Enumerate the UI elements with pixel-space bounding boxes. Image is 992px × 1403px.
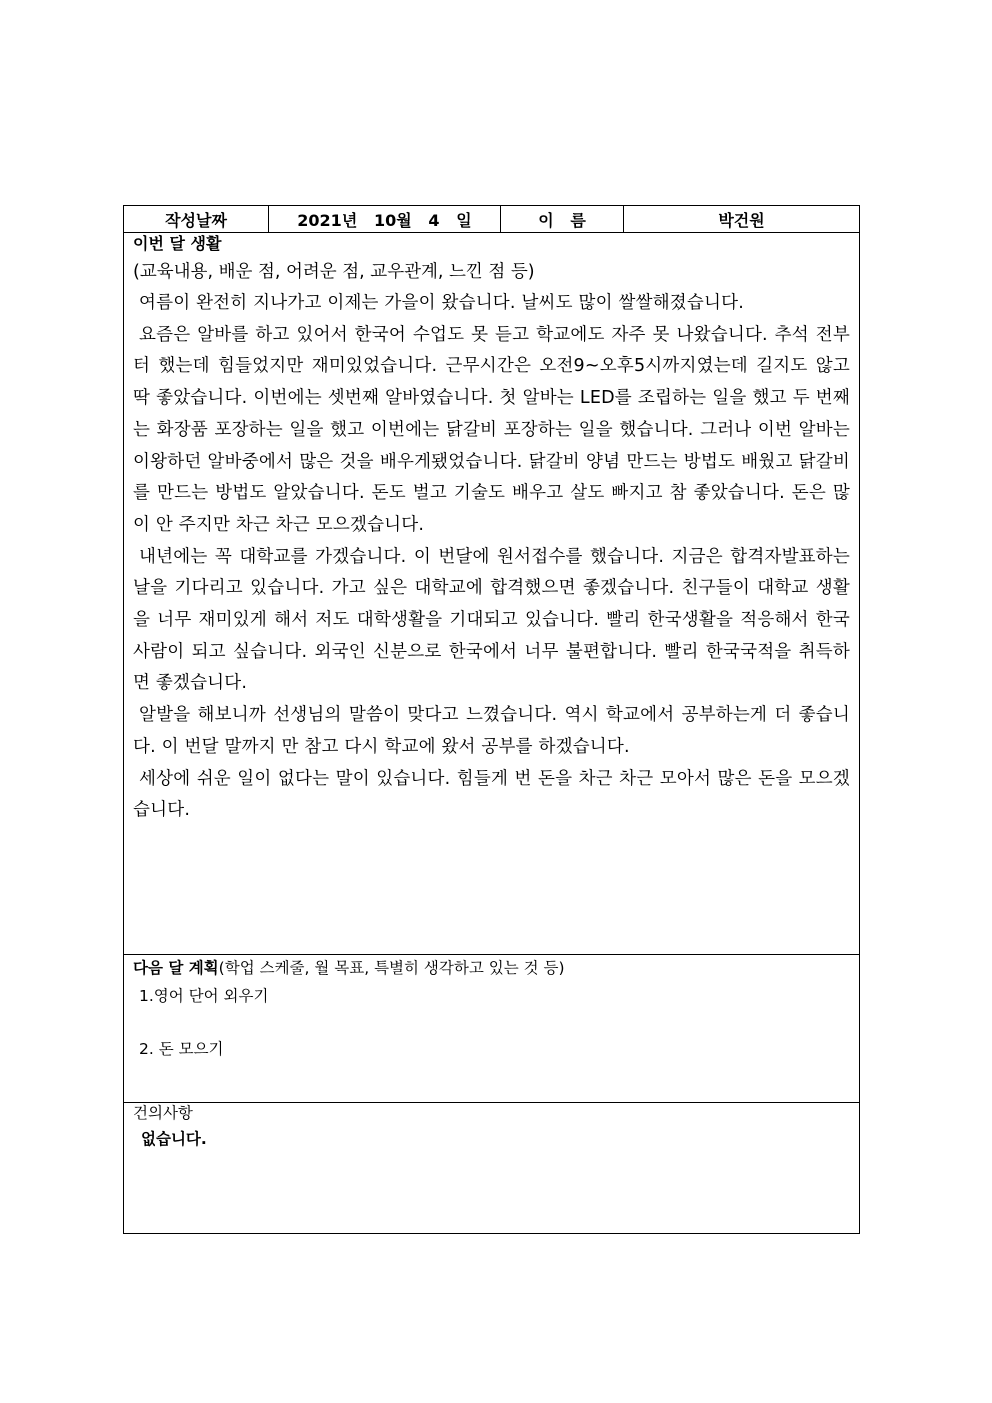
- name-label: 이 름: [501, 206, 624, 232]
- this-month-section: [124, 233, 859, 955]
- paragraph: 알발을 해보니까 선생님의 말씀이 맞다고 느꼈습니다. 역시 학교에서 공부하는게 더 좋습니다. 이 번달 말까지 만 참고 다시 학교에 왔서 공부를 하겠습니다.: [133, 705, 850, 757]
- header-row: [124, 206, 859, 233]
- suggestions-section: [124, 1103, 859, 1150]
- suggestions-value: 없습니다.: [141, 1130, 207, 1148]
- suggestions-label: 건의사항: [133, 1104, 193, 1122]
- plan-item: 2. 돈 모으기: [139, 1040, 224, 1058]
- plan-item: 1.영어 단어 외우기: [139, 987, 269, 1005]
- paragraph: 요즘은 알바를 하고 있어서 한국어 수업도 못 듣고 학교에도 자주 못 나왔습니다. 추석 전부터 했는데 힘들었지만 재미있었습니다. 근무시간은 오전9~오후5시까지였는데 길지도 않고 딱 좋았습니다. 이번에는 셋번째 알바였습니다. 첫 알바는 LED를 조립하는 일을 했고 두 번째는 화장품 포장하는 일을 했고 이번에는 닭갈비 포장하는 일을 했습니다. 그러나 이번 알바는 이왕하던 알바중에서 많은 것을 배우게됐었습니다. 닭갈비 양념 만드는 방법도 배웠고 닭갈비를 만드는 방법도 알았습니다. 돈도 벌고 기술도 배우고 살도 빠지고 참 좋았습니다. 돈은 많이 안 주지만 차근 차근 모으겠습니다.: [133, 324, 850, 535]
- this-month-subtitle: (교육내용, 배운 점, 어려운 점, 교우관계, 느낀 점 등): [133, 262, 535, 282]
- paragraph: 여름이 완전히 지나가고 이제는 가을이 왔습니다. 날씨도 많이 쌀쌀해졌습니다.: [139, 293, 744, 313]
- this-month-title: 이번 달 생활: [133, 234, 222, 253]
- next-month-subtitle: (학업 스케줄, 월 목표, 특별히 생각하고 있는 것 등): [218, 959, 565, 977]
- date-label: 작성날짜: [124, 206, 269, 232]
- next-month-section: [124, 955, 859, 1103]
- paragraph: 내년에는 꼭 대학교를 가겠습니다. 이 번달에 원서접수를 했습니다. 지금은 합격자발표하는 날을 기다리고 있습니다. 가고 싶은 대학교에 합격했으면 좋겠습니다. 친구들이 대학교 생활을 너무 재미있게 해서 저도 대학생활을 기대되고 있습니다. 빨리 한국생활을 적응해서 한국사람이 되고 싶습니다. 외국인 신분으로 한국에서 너무 불편합니다. 빨리 한국국적을 취득하면 좋겠습니다.: [133, 546, 850, 694]
- name-value: 박건원: [718, 210, 765, 230]
- this-month-body: [133, 288, 850, 827]
- date-value: 2021년 10월 4 일: [269, 206, 501, 232]
- next-month-heading: [133, 955, 850, 979]
- next-month-title: 다음 달 계획: [133, 959, 219, 977]
- paragraph: 세상에 쉬운 일이 없다는 말이 있습니다. 힘들게 번 돈을 차근 차근 모아서 많은 돈을 모으겠습니다.: [133, 768, 850, 821]
- monthly-report-form: [123, 205, 860, 1234]
